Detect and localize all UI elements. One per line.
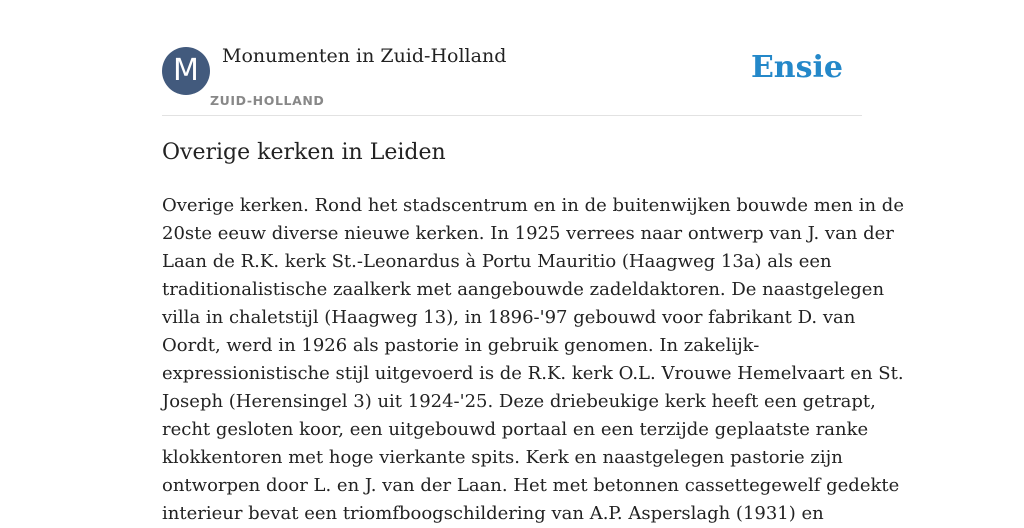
article-body-line: Oordt, werd in 1926 als pastorie in gebruik genomen. In zakelijk- xyxy=(162,335,760,356)
header-divider xyxy=(162,115,862,116)
article-body-line: expressionistische stijl uitgevoerd is de R.K. kerk O.L. Vrouwe Hemelvaart en St. xyxy=(162,363,904,384)
article-body-line: Laan de R.K. kerk St.-Leonardus à Portu Mauritio (Haagweg 13a) als een xyxy=(162,251,832,272)
article-body-line: villa in chaletstijl (Haagweg 13), in 1896-'97 gebouwd voor fabrikant D. van xyxy=(162,307,856,328)
article-body-line: ontworpen door L. en J. van der Laan. Het met betonnen cassettegewelf gedekte xyxy=(162,475,900,496)
article-body-line: interieur bevat een triomfboogschildering van A.P. Asperslagh (1931) en xyxy=(162,503,824,524)
article-body-line: Overige kerken. Rond het stadscentrum en in de buitenwijken bouwde men in de xyxy=(162,195,904,216)
ensie-logo[interactable]: Ensie xyxy=(750,50,843,85)
article-body-line: Joseph (Herensingel 3) uit 1924-'25. Deze driebeukige kerk heeft een getrapt, xyxy=(162,391,876,412)
article-title: Overige kerken in Leiden xyxy=(162,140,446,165)
article-body-line: recht gesloten koor, een uitgebouwd portaal en een terzijde geplaatste ranke xyxy=(162,419,869,440)
avatar[interactable]: M xyxy=(162,47,210,95)
source-title-link[interactable]: Monumenten in Zuid-Holland xyxy=(222,45,507,67)
article-body-line: klokkentoren met hoge vierkante spits. Kerk en naastgelegen pastorie zijn xyxy=(162,447,843,468)
region-label[interactable]: ZUID-HOLLAND xyxy=(210,93,325,108)
article-body-line: 20ste eeuw diverse nieuwe kerken. In 1925 verrees naar ontwerp van J. van der xyxy=(162,223,894,244)
article-body xyxy=(162,192,904,528)
article-body-line: traditionalistische zaalkerk met aangebouwde zadeldaktoren. De naastgelegen xyxy=(162,279,885,300)
